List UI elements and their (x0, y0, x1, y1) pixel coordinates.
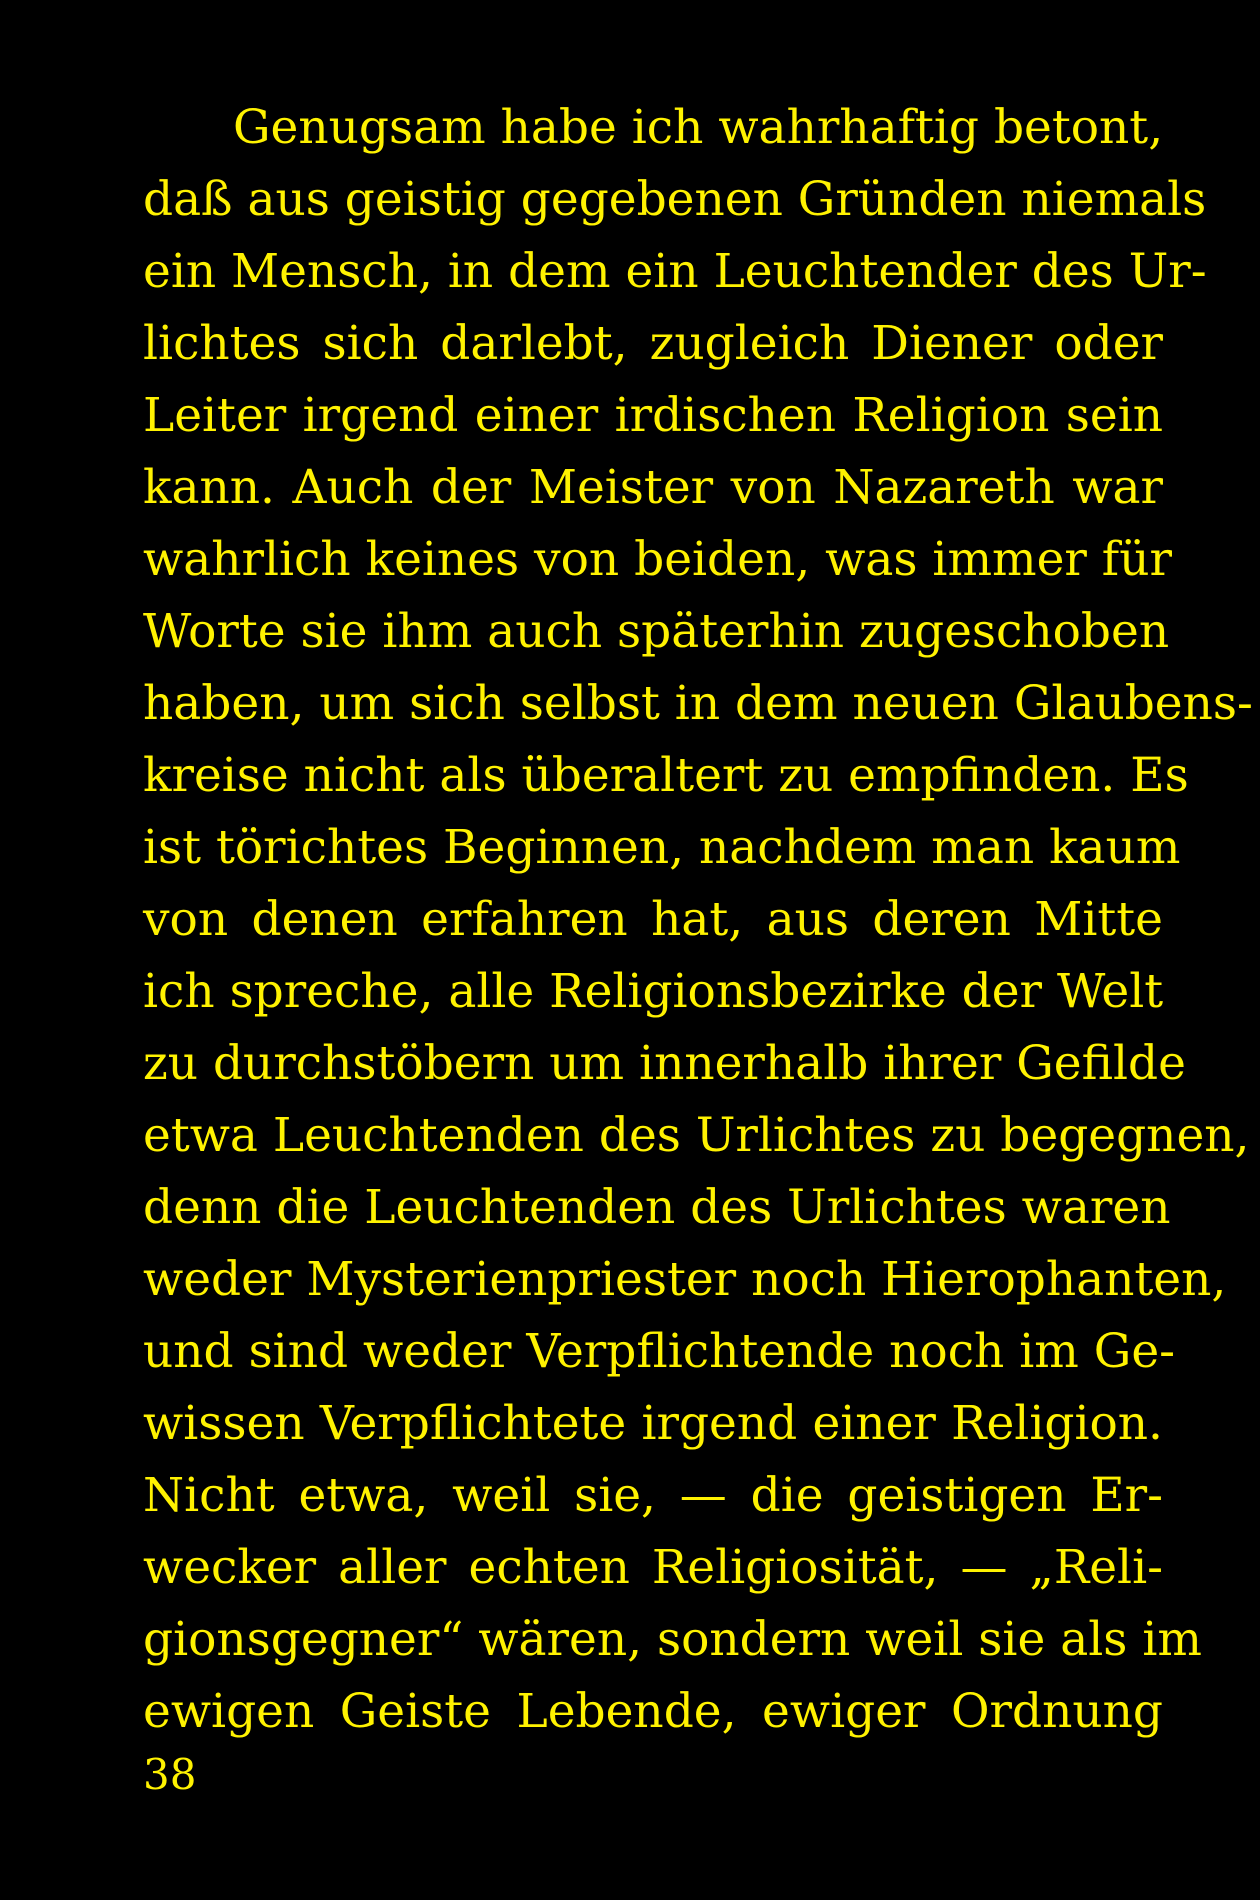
page-number: 38 (143, 1750, 197, 1799)
text-line: und sind weder Verpflichtende noch im Ge- (143, 1324, 1176, 1379)
text-line: ist törichtes Beginnen, nachdem man kaum (143, 820, 1181, 875)
text-line: Genugsam habe ich wahrhaftig betont, (233, 100, 1164, 155)
text-line: ein Mensch, in dem ein Leuchtender des Ur- (143, 244, 1207, 299)
text-line: von denen erfahren hat, aus deren Mitte (143, 892, 1163, 947)
text-line: gionsgegner“ wären, sondern weil sie als im (143, 1612, 1202, 1667)
text-line: etwa Leuchtenden des Urlichtes zu begegnen, (143, 1108, 1250, 1163)
text-line: denn die Leuchtenden des Urlichtes waren (143, 1180, 1171, 1235)
text-line: weder Mysterienpriester noch Hierophanten, (143, 1252, 1227, 1307)
text-line: kreise nicht als überaltert zu empfinden. Es (143, 748, 1189, 803)
text-line: zu durchstöbern um innerhalb ihrer Gefilde (143, 1036, 1186, 1091)
text-line: daß aus geistig gegebenen Gründen niemals (143, 172, 1207, 227)
text-line: ich spreche, alle Religionsbezirke der Welt (143, 964, 1164, 1019)
text-line: wecker aller echten Religiosität, — „Reli- (143, 1540, 1163, 1595)
text-line: wissen Verpflichtete irgend einer Religion. (143, 1396, 1163, 1451)
text-line: Worte sie ihm auch späterhin zugeschoben (143, 604, 1170, 659)
text-line: Leiter irgend einer irdischen Religion sein (143, 388, 1163, 443)
text-line: ewigen Geiste Lebende, ewiger Ordnung (143, 1684, 1163, 1739)
text-line: haben, um sich selbst in dem neuen Glaubens- (143, 676, 1253, 731)
text-line: Nicht etwa, weil sie, — die geistigen Er- (143, 1468, 1163, 1523)
body-text (143, 92, 1253, 1748)
text-line: lichtes sich darlebt, zugleich Diener oder (143, 316, 1163, 371)
text-line: kann. Auch der Meister von Nazareth war (143, 460, 1163, 515)
text-line: wahrlich keines von beiden, was immer für (143, 532, 1172, 587)
